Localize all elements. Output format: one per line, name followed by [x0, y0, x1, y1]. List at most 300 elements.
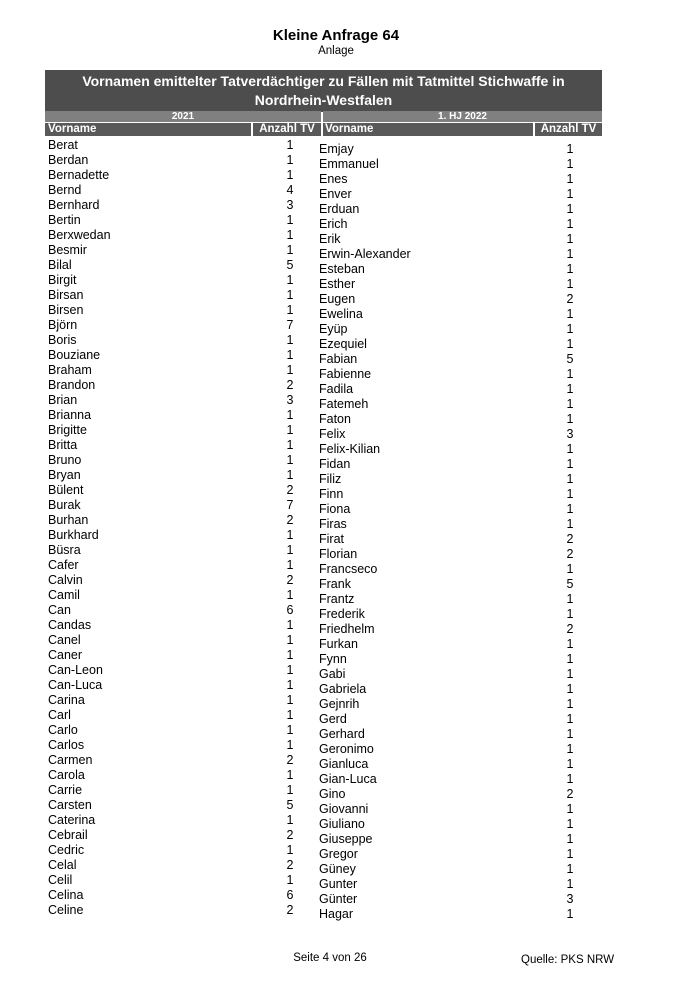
suspect-count-cell: 5: [566, 577, 574, 591]
suspect-count-cell: 1: [286, 618, 294, 632]
table-row: [48, 798, 328, 813]
table-row: [48, 858, 328, 873]
suspect-count-cell: 1: [566, 172, 574, 186]
suspect-count-cell: 1: [286, 738, 294, 752]
first-name-cell: Carmen: [48, 753, 93, 767]
first-name-cell: Emjay: [319, 142, 354, 156]
table-row: [48, 903, 328, 918]
suspect-count-cell: 1: [566, 682, 574, 696]
first-name-cell: Boris: [48, 333, 77, 347]
first-name-cell: Cebrail: [48, 828, 88, 842]
suspect-count-cell: 2: [286, 858, 294, 872]
table-row: [48, 543, 328, 558]
suspect-count-cell: 1: [286, 408, 294, 422]
table-row: [319, 142, 609, 157]
first-name-cell: Eyüp: [319, 322, 348, 336]
suspect-count-cell: 1: [286, 288, 294, 302]
suspect-count-cell: 1: [286, 783, 294, 797]
table-row: [48, 438, 328, 453]
suspect-count-cell: 7: [286, 318, 294, 332]
suspect-count-cell: 1: [566, 607, 574, 621]
first-name-cell: Can-Luca: [48, 678, 103, 692]
first-name-cell: Canel: [48, 633, 81, 647]
suspect-count-cell: 2: [286, 828, 294, 842]
suspect-count-cell: 1: [566, 262, 574, 276]
suspect-count-cell: 3: [286, 198, 294, 212]
suspect-count-cell: 3: [286, 393, 294, 407]
suspect-count-cell: 2: [286, 573, 294, 587]
table-row: [48, 813, 328, 828]
suspect-count-cell: 1: [286, 693, 294, 707]
first-name-cell: Faton: [319, 412, 351, 426]
table-row: [48, 528, 328, 543]
first-name-cell: Florian: [319, 547, 358, 561]
first-name-cell: Carlo: [48, 723, 78, 737]
first-name-cell: Carl: [48, 708, 71, 722]
first-name-cell: Hagar: [319, 907, 354, 921]
table-row: [48, 258, 328, 273]
suspect-count-cell: 1: [566, 517, 574, 531]
table-row: [48, 513, 328, 528]
suspect-count-cell: 1: [566, 667, 574, 681]
suspect-count-cell: 1: [566, 502, 574, 516]
table-row: [319, 622, 609, 637]
suspect-count-cell: 2: [286, 903, 294, 917]
table-row: [48, 768, 328, 783]
suspect-count-cell: 1: [566, 157, 574, 171]
first-name-cell: Camil: [48, 588, 80, 602]
suspect-count-cell: 1: [566, 877, 574, 891]
table-row: [48, 363, 328, 378]
first-name-cell: Erik: [319, 232, 341, 246]
table-row: [48, 828, 328, 843]
suspect-count-cell: 1: [286, 528, 294, 542]
first-name-cell: Caterina: [48, 813, 96, 827]
table-row: [319, 877, 609, 892]
table-row: [319, 367, 609, 382]
suspect-count-cell: 1: [286, 273, 294, 287]
first-name-cell: Carola: [48, 768, 85, 782]
table-row: [48, 573, 328, 588]
first-name-cell: Gregor: [319, 847, 358, 861]
table-row: [48, 273, 328, 288]
first-name-cell: Bryan: [48, 468, 81, 482]
table-row: [48, 843, 328, 858]
suspect-count-cell: 1: [566, 187, 574, 201]
table-row: [48, 138, 328, 153]
suspect-count-cell: 1: [566, 412, 574, 426]
suspect-count-cell: 1: [566, 382, 574, 396]
suspect-count-cell: 1: [566, 832, 574, 846]
first-name-cell: Celina: [48, 888, 84, 902]
table-row: [48, 873, 328, 888]
table-row: [319, 517, 609, 532]
suspect-count-cell: 1: [286, 843, 294, 857]
table-row: [48, 558, 328, 573]
first-name-cell: Carlos: [48, 738, 85, 752]
suspect-count-cell: 2: [566, 292, 574, 306]
suspect-count-cell: 1: [566, 637, 574, 651]
suspect-count-cell: 1: [286, 648, 294, 662]
first-name-cell: Candas: [48, 618, 92, 632]
table-row: [319, 457, 609, 472]
table-row: [319, 187, 609, 202]
table-row: [319, 652, 609, 667]
suspect-count-cell: 1: [566, 277, 574, 291]
first-name-cell: Esther: [319, 277, 356, 291]
first-name-cell: Carsten: [48, 798, 92, 812]
table-row: [48, 648, 328, 663]
table-row: [48, 468, 328, 483]
suspect-count-cell: 1: [286, 423, 294, 437]
suspect-count-cell: 1: [566, 472, 574, 486]
suspect-count-cell: 1: [566, 337, 574, 351]
table-row: [48, 618, 328, 633]
first-name-cell: Fiona: [319, 502, 351, 516]
table-row: [319, 472, 609, 487]
table-row: [319, 667, 609, 682]
first-name-cell: Günter: [319, 892, 358, 906]
suspect-count-cell: 1: [566, 562, 574, 576]
suspect-count-cell: 1: [566, 457, 574, 471]
first-name-cell: Firas: [319, 517, 347, 531]
table-row: [48, 498, 328, 513]
table-row: [48, 723, 328, 738]
first-name-cell: Giovanni: [319, 802, 369, 816]
suspect-count-cell: 4: [286, 183, 294, 197]
first-name-cell: Can-Leon: [48, 663, 103, 677]
suspect-count-cell: 2: [566, 622, 574, 636]
first-name-cell: Fatemeh: [319, 397, 369, 411]
table-row: [319, 592, 609, 607]
table-row: [48, 423, 328, 438]
table-row: [319, 172, 609, 187]
table-row: [319, 787, 609, 802]
first-name-cell: Berdan: [48, 153, 89, 167]
suspect-count-cell: 6: [286, 888, 294, 902]
table-row: [319, 352, 609, 367]
suspect-count-cell: 1: [566, 802, 574, 816]
suspect-count-cell: 1: [286, 723, 294, 737]
suspect-count-cell: 1: [286, 588, 294, 602]
first-name-cell: Gejnrih: [319, 697, 360, 711]
first-name-cell: Friedhelm: [319, 622, 375, 636]
first-name-cell: Celal: [48, 858, 77, 872]
table-row: [319, 322, 609, 337]
table-row: [319, 547, 609, 562]
first-name-cell: Brianna: [48, 408, 92, 422]
suspect-count-cell: 1: [566, 217, 574, 231]
suspect-count-cell: 1: [286, 813, 294, 827]
table-row: [48, 168, 328, 183]
first-name-cell: Birsan: [48, 288, 84, 302]
first-name-cell: Cedric: [48, 843, 85, 857]
table-row: [48, 288, 328, 303]
first-name-cell: Francseco: [319, 562, 378, 576]
first-name-cell: Gerhard: [319, 727, 365, 741]
table-row: [319, 682, 609, 697]
suspect-count-cell: 1: [286, 678, 294, 692]
suspect-count-cell: 1: [286, 348, 294, 362]
table-row: [319, 247, 609, 262]
table-row: [48, 333, 328, 348]
first-name-cell: Can: [48, 603, 71, 617]
first-name-cell: Fidan: [319, 457, 351, 471]
first-name-cell: Fabienne: [319, 367, 372, 381]
first-name-cell: Bouziane: [48, 348, 101, 362]
table-row: [48, 393, 328, 408]
first-name-cell: Giuliano: [319, 817, 365, 831]
first-name-cell: Frantz: [319, 592, 355, 606]
table-row: [48, 378, 328, 393]
suspect-count-cell: 1: [286, 708, 294, 722]
first-name-cell: Caner: [48, 648, 83, 662]
period-header-left: 2021: [45, 111, 321, 122]
first-name-cell: Gabriela: [319, 682, 367, 696]
first-name-cell: Emmanuel: [319, 157, 379, 171]
first-name-cell: Giuseppe: [319, 832, 373, 846]
first-name-cell: Bernd: [48, 183, 82, 197]
table-row: [319, 412, 609, 427]
suspect-count-cell: 1: [566, 247, 574, 261]
first-name-cell: Furkan: [319, 637, 358, 651]
first-name-cell: Bernhard: [48, 198, 100, 212]
table-row: [319, 817, 609, 832]
first-name-cell: Enes: [319, 172, 348, 186]
suspect-count-cell: 1: [286, 243, 294, 257]
suspect-count-cell: 1: [566, 742, 574, 756]
first-name-cell: Erich: [319, 217, 348, 231]
suspect-count-cell: 1: [286, 543, 294, 557]
first-name-cell: Brian: [48, 393, 78, 407]
table-row: [319, 487, 609, 502]
column-header-count-right: Anzahl TV: [535, 123, 602, 136]
first-name-cell: Fadila: [319, 382, 354, 396]
first-name-cell: Gabi: [319, 667, 346, 681]
first-name-cell: Brandon: [48, 378, 96, 392]
first-name-cell: Gianluca: [319, 757, 369, 771]
table-row: [319, 277, 609, 292]
source-note: Quelle: PKS NRW: [521, 954, 615, 966]
table-row: [48, 663, 328, 678]
first-name-cell: Erwin-Alexander: [319, 247, 411, 261]
table-row: [319, 562, 609, 577]
suspect-count-cell: 2: [566, 532, 574, 546]
suspect-count-cell: 6: [286, 603, 294, 617]
first-name-cell: Enver: [319, 187, 352, 201]
suspect-count-cell: 5: [566, 352, 574, 366]
first-name-cell: Birgit: [48, 273, 77, 287]
table-row: [319, 217, 609, 232]
table-row: [319, 202, 609, 217]
first-name-cell: Calvin: [48, 573, 83, 587]
first-name-cell: Finn: [319, 487, 344, 501]
table-row: [48, 678, 328, 693]
first-name-cell: Geronimo: [319, 742, 374, 756]
first-name-cell: Bruno: [48, 453, 82, 467]
first-name-cell: Esteban: [319, 262, 365, 276]
first-name-cell: Bilal: [48, 258, 72, 272]
first-name-cell: Bertin: [48, 213, 81, 227]
first-name-cell: Felix-Kilian: [319, 442, 381, 456]
first-name-cell: Firat: [319, 532, 344, 546]
table-row: [319, 742, 609, 757]
suspect-count-cell: 5: [286, 258, 294, 272]
suspect-count-cell: 1: [566, 757, 574, 771]
first-name-cell: Frank: [319, 577, 351, 591]
table-row: [48, 753, 328, 768]
first-name-cell: Frederik: [319, 607, 365, 621]
table-row: [319, 337, 609, 352]
suspect-count-cell: 1: [566, 487, 574, 501]
document-title: Kleine Anfrage 64: [272, 27, 400, 44]
suspect-count-cell: 1: [566, 907, 574, 921]
table-row: [48, 483, 328, 498]
suspect-count-cell: 2: [286, 753, 294, 767]
table-row: [48, 303, 328, 318]
period-header-right: 1. HJ 2022: [323, 111, 602, 122]
suspect-count-cell: 1: [286, 633, 294, 647]
table-row: [48, 738, 328, 753]
first-name-cell: Burhan: [48, 513, 89, 527]
table-row: [319, 757, 609, 772]
first-name-cell: Gerd: [319, 712, 347, 726]
suspect-count-cell: 2: [286, 483, 294, 497]
table-row: [48, 243, 328, 258]
suspect-count-cell: 3: [566, 427, 574, 441]
first-name-cell: Brigitte: [48, 423, 87, 437]
suspect-count-cell: 1: [286, 168, 294, 182]
table-row: [319, 382, 609, 397]
table-row: [48, 603, 328, 618]
first-name-cell: Gino: [319, 787, 346, 801]
table-row: [48, 183, 328, 198]
suspect-count-cell: 1: [566, 307, 574, 321]
suspect-count-cell: 1: [566, 232, 574, 246]
first-name-cell: Björn: [48, 318, 78, 332]
table-row: [48, 708, 328, 723]
table-row: [319, 727, 609, 742]
suspect-count-cell: 1: [566, 322, 574, 336]
suspect-count-cell: 1: [566, 442, 574, 456]
table-row: [319, 157, 609, 172]
column-header-count-left: Anzahl TV: [253, 123, 321, 136]
table-title-banner: Vornamen emittelter Tatverdächtiger zu Fällen mit Tatmittel Stichwaffe in Nordrhein-Westfalen: [45, 70, 602, 112]
table-row: [319, 712, 609, 727]
first-name-cell: Ewelina: [319, 307, 363, 321]
suspect-count-cell: 1: [566, 772, 574, 786]
suspect-count-cell: 1: [566, 367, 574, 381]
suspect-count-cell: 1: [286, 138, 294, 152]
first-name-cell: Eugen: [319, 292, 356, 306]
table-row: [319, 697, 609, 712]
table-row: [48, 588, 328, 603]
first-name-cell: Burak: [48, 498, 81, 512]
suspect-count-cell: 2: [566, 547, 574, 561]
table-row: [48, 633, 328, 648]
suspect-count-cell: 1: [286, 438, 294, 452]
table-row: [319, 637, 609, 652]
first-name-cell: Felix: [319, 427, 346, 441]
first-name-cell: Berat: [48, 138, 78, 152]
table-row: [319, 607, 609, 622]
table-row: [48, 213, 328, 228]
table-row: [319, 502, 609, 517]
suspect-count-cell: 1: [566, 397, 574, 411]
table-row: [48, 693, 328, 708]
column-header-name-left: Vorname: [45, 123, 251, 136]
table-row: [48, 408, 328, 423]
suspect-count-cell: 1: [566, 592, 574, 606]
page-number: Seite 4 von 26: [293, 952, 367, 964]
first-name-cell: Filiz: [319, 472, 342, 486]
suspect-count-cell: 1: [286, 453, 294, 467]
suspect-count-cell: 7: [286, 498, 294, 512]
suspect-count-cell: 1: [566, 817, 574, 831]
suspect-count-cell: 1: [286, 873, 294, 887]
suspect-count-cell: 1: [286, 213, 294, 227]
table-row: [319, 397, 609, 412]
first-name-cell: Britta: [48, 438, 78, 452]
table-row: [319, 802, 609, 817]
table-row: [48, 783, 328, 798]
table-row: [319, 427, 609, 442]
first-name-cell: Burkhard: [48, 528, 99, 542]
table-row: [319, 847, 609, 862]
suspect-count-cell: 1: [566, 202, 574, 216]
table-row: [319, 892, 609, 907]
first-name-cell: Berxwedan: [48, 228, 111, 242]
suspect-count-cell: 1: [286, 228, 294, 242]
table-row: [319, 442, 609, 457]
suspect-count-cell: 1: [566, 847, 574, 861]
first-name-cell: Braham: [48, 363, 92, 377]
table-row: [319, 862, 609, 877]
first-name-cell: Güney: [319, 862, 356, 876]
table-row: [48, 198, 328, 213]
first-name-cell: Birsen: [48, 303, 84, 317]
first-name-cell: Carrie: [48, 783, 83, 797]
suspect-count-cell: 1: [286, 153, 294, 167]
suspect-count-cell: 1: [286, 363, 294, 377]
table-row: [48, 888, 328, 903]
document-subtitle: Anlage: [318, 45, 354, 57]
first-name-cell: Bernadette: [48, 168, 110, 182]
table-row: [48, 348, 328, 363]
table-row: [319, 232, 609, 247]
table-row: [319, 772, 609, 787]
suspect-count-cell: 1: [286, 768, 294, 782]
suspect-count-cell: 1: [286, 468, 294, 482]
table-row: [48, 153, 328, 168]
first-name-cell: Gian-Luca: [319, 772, 377, 786]
suspect-count-cell: 3: [566, 892, 574, 906]
table-left: [48, 138, 328, 918]
first-name-cell: Cafer: [48, 558, 79, 572]
first-name-cell: Besmir: [48, 243, 87, 257]
suspect-count-cell: 1: [286, 303, 294, 317]
suspect-count-cell: 1: [566, 697, 574, 711]
suspect-count-cell: 1: [566, 142, 574, 156]
table-row: [319, 307, 609, 322]
table-right: [319, 142, 609, 922]
suspect-count-cell: 2: [566, 787, 574, 801]
suspect-count-cell: 2: [286, 513, 294, 527]
table-row: [48, 228, 328, 243]
suspect-count-cell: 5: [286, 798, 294, 812]
suspect-count-cell: 1: [286, 663, 294, 677]
column-header-name-right: Vorname: [323, 123, 533, 136]
